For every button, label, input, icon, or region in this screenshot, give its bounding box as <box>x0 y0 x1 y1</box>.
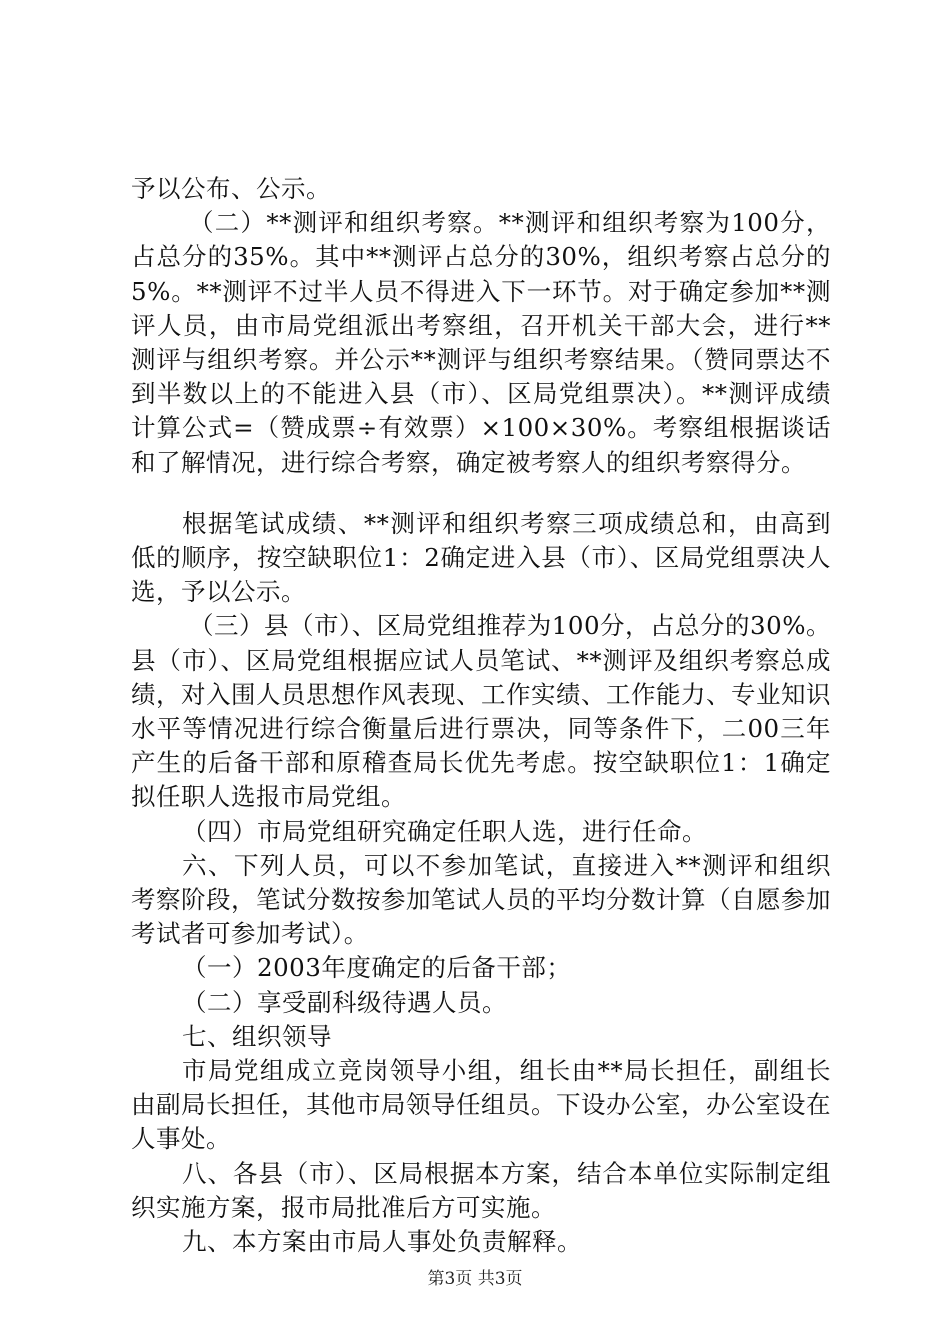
paragraph-continuation: 予以公布、公示。 <box>131 174 331 203</box>
paragraph-section-2: （二）**测评和组织考察。**测评和组织考察为100分，占总分的35%。其中**测评占总分的30%，组织考察占总分的5%。**测评不过半人员不得进入下一环节。对于确定参加**测评人员，由市局党组派出考察组，召开机关干部大会，进行**测评与组织考察。并公示**测评与组织考察结果。（赞同票达不到半数以上的不能进入县（市）、区局党组票决）。**测评成绩计算公式=（赞成票÷有效票）×100×30%。考察组根据谈话和了解情况，进行综合考察，确定被考察人的组织考察得分。 <box>131 208 831 477</box>
paragraph-section-4: （四）市局党组研究确定任职人选，进行任命。 <box>182 816 707 846</box>
paragraph-item-7-body: 市局党组成立竞岗领导小组，组长由**局长担任，副组长由副局长担任，其他市局领导任组员。下设办公室，办公室设在人事处。 <box>131 1056 831 1154</box>
paragraph-item-6-2: （二）享受副科级待遇人员。 <box>182 987 507 1017</box>
paragraph-item-6: 六、下列人员，可以不参加笔试，直接进入**测评和组织考察阶段，笔试分数按参加笔试人员的平均分数计算（自愿参加考试者可参加考试）。 <box>131 850 831 949</box>
paragraph-section-3: （三）县（市）、区局党组推荐为100分，占总分的30%。县（市）、区局党组根据应试人员笔试、**测评及组织考察总成绩，对入围人员思想作风表现、工作实绩、工作能力、专业知识水平等情况进行综合衡量后进行票决，同等条件下，二00三年产生的后备干部和原稽查局长优先考虑。按空缺职位1：1确定拟任职人选报市局党组。 <box>131 611 831 812</box>
heading-item-7: 七、组织领导 <box>182 1021 332 1051</box>
paragraph-item-8: 八、各县（市）、区局根据本方案，结合本单位实际制定组织实施方案，报市局批准后方可实施。 <box>131 1158 831 1222</box>
paragraph-item-6-1: （一）2003年度确定的后备干部； <box>182 953 572 983</box>
paragraph-item-9: 九、本方案由市局人事处负责解释。 <box>182 1227 582 1257</box>
paragraph-ranking: 根据笔试成绩、**测评和组织考察三项成绩总和，由高到低的顺序，按空缺职位1：2确定进入县（市）、区局党组票决人选，予以公示。 <box>131 508 831 607</box>
document-body <box>131 172 831 1259</box>
page-footer: 第3页 共3页 <box>427 1269 523 1289</box>
